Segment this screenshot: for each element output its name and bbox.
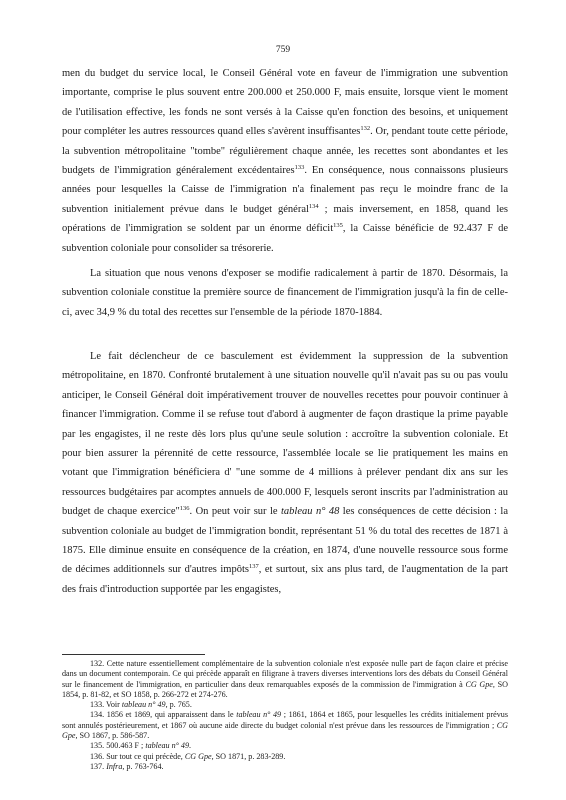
footnote xyxy=(62,762,508,772)
text-run: Le fait déclencheur de ce basculement est évidemment la suppression de la subvention métropolitaine, en 1870. Confronté brutalement à une situation nouvelle qu'il n'avait pas su ou pas voulu anticiper, le Conseil Général doit impérativement trouver de nouvelles recettes pour pouvoir continuer à financer l'immigration. Comme il se refuse tout d'abord à augmenter de façon drastique la prime payable par les engagistes, il ne reste dès lors plus qu'une seule solution : accroître la subvention coloniale. Et pour bien assurer la pérennité de cette ressource, l'assemblée locale se lie pratiquement les mains en votant que l'immigration bénéficiera d' "une somme de 4 millions à prélever pendant dix ans sur les ressources budgétaires par acomptes annuels de 400.000 F, lesquels seront inscrits par l'administration au budget de chaque exercice" xyxy=(62,351,508,518)
text-run: , p. 763-764. xyxy=(122,761,164,771)
text-run: 134. 1856 et 1869, qui apparaissent dans le xyxy=(90,710,237,720)
italic-text: CG Gpe xyxy=(184,751,212,761)
footnote-ref: 134 xyxy=(308,202,319,210)
text-run: . En conséquence, nous connaissons plusieurs années pour lesquelles la Caisse de l'immigration n'a finalement pas reçu le moindre franc de la subvention initialement prévue dans le budget général xyxy=(62,165,508,215)
footnote xyxy=(62,741,508,751)
footnote-ref: 133 xyxy=(294,164,305,172)
text-run: , SO 1871, p. 283-289. xyxy=(211,751,286,761)
text-run: . xyxy=(189,741,192,751)
text-run: , SO 1854, p. 81-82, et SO 1858, p. 266-272 et 274-276. xyxy=(62,679,508,699)
footnote-ref: 136 xyxy=(179,505,190,513)
text-run: 136. Sur tout ce qui précède, xyxy=(90,751,185,761)
text-run: men du budget du service local, le Conseil Général vote en faveur de l'immigration une subvention importante, comprise le plus souvent entre 200.000 et 250.000 F, mais ensuite, lorsque vient le moment de l'utilisation effective, les fonds ne sont versés à la Caisse qu'en fonction des besoins, et uniquement pour compléter les autres ressources quand elles s'avèrent insuffisantes xyxy=(62,68,508,138)
footnote xyxy=(62,700,508,710)
footnote-separator xyxy=(62,654,205,655)
paragraph xyxy=(62,264,508,322)
text-run: . Or, pendant toute cette période, la subvention métropolitaine "tombe" régulièrement chaque année, les recettes sont abondantes et les budgets de l'immigration généralement excédentaires xyxy=(62,126,508,177)
text-run: ; mais inversement, en 1858, quand les opérations de l'immigration se soldent par un énorme déficit xyxy=(62,203,508,235)
paragraph xyxy=(62,64,508,258)
footnote xyxy=(62,659,508,700)
footnote-ref: 137 xyxy=(248,563,259,571)
italic-text: Infra xyxy=(106,761,123,771)
text-run: , SO 1867, p. 586-587. xyxy=(75,731,150,741)
body-text xyxy=(62,264,508,322)
italic-text: tableau n° 49 xyxy=(121,700,166,710)
footnotes xyxy=(62,659,508,772)
italic-text: tableau n° 49 xyxy=(236,710,282,720)
text-run: 137. xyxy=(90,761,107,771)
footnote-ref: 135 xyxy=(333,222,343,230)
italic-text: CG Gpe xyxy=(62,720,508,741)
footnote-ref: 132 xyxy=(360,125,371,133)
text-run: , p. 765. xyxy=(165,700,192,710)
italic-text: CG Gpe xyxy=(465,679,493,689)
paragraph xyxy=(62,347,508,599)
body-text xyxy=(62,347,508,599)
text-run: ; 1861, 1864 et 1865, pour lesquelles les crédits initialement prévus sont annulés postérieurement, et 1867 où aucune aide directe du budget colonial n'est prévue dans les ressources de l'immigration ; xyxy=(62,710,508,730)
italic-text: tableau n° 49 xyxy=(145,741,190,751)
body-text xyxy=(62,64,508,258)
text-run: , et surtout, six ans plus tard, de l'augmentation de la part des frais d'introduction supportée par les engagistes, xyxy=(62,564,508,595)
text-run: La situation que nous venons d'exposer se modifie radicalement à partir de 1870. Désormais, la subvention coloniale constitue la première source de financement de l'immigration jusqu'à la fin de celle-ci, avec 34,9 % du total des recettes sur l'ensemble de la période 1870-1884. xyxy=(62,268,508,318)
page-number: 759 xyxy=(275,45,291,55)
text-run: 133. Voir xyxy=(90,700,122,710)
text-run: . On peut voir sur le xyxy=(189,506,282,518)
italic-text: tableau n° 48 xyxy=(281,506,340,518)
text-run: les conséquences de cette décision : la subvention coloniale au budget de l'immigration bondit, représentant 51 % du total des recettes de 1871 à 1875. Elle diminue ensuite en conséquence de la création, en 1874, d'une nouvelle ressource sous forme de décimes additionnels sur d'autres impôts xyxy=(62,506,508,576)
footnote xyxy=(62,752,508,762)
text-run: 135. 500.463 F ; xyxy=(90,741,146,751)
text-run: 132. Cette nature essentiellement complémentaire de la subvention coloniale n'est exposée nulle part de façon claire et précise dans un document contemporain. Ce qui précède apparaît en filigrane à travers diverses interventions lors des débats du Conseil Général sur le financement de l'immigration, en particulier dans deux remarquables exposés de la commission de l'immigration à xyxy=(62,659,508,689)
footnote xyxy=(62,710,508,741)
text-run: , la Caisse bénéficie de 92.437 F de subvention coloniale pour consolider sa trésorerie. xyxy=(62,223,509,254)
